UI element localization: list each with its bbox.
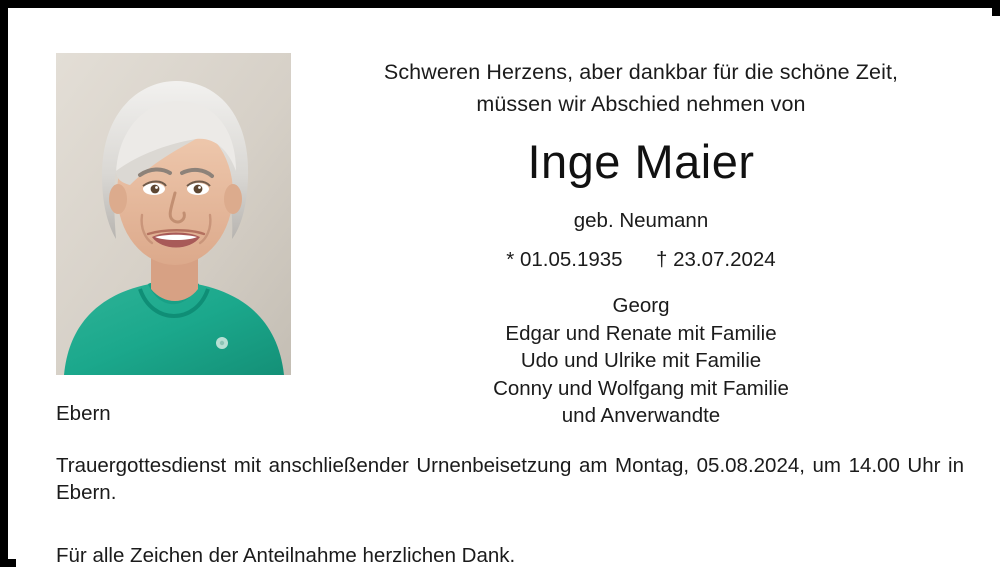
portrait-photo [56, 53, 291, 375]
family-member: Georg [612, 294, 670, 317]
place-name: Ebern [56, 402, 111, 425]
lead-line-1: Schweren Herzens, aber dankbar für die schöne Zeit, [383, 60, 899, 84]
footer-text [56, 452, 964, 569]
family-member: und Anverwandte [561, 404, 721, 427]
service-info: Trauergottesdienst mit anschließender Urnenbeisetzung am Montag, 05.08.2024, um 14.00 Uhr in Ebern. [56, 454, 964, 504]
life-dates [316, 247, 966, 273]
notice-inner [16, 16, 1000, 567]
lead-line-2: müssen wir Abschied nehmen von [476, 92, 806, 116]
birth-date: * 01.05.1935 [506, 248, 623, 271]
maiden-name: geb. Neumann [573, 209, 709, 232]
family-member: Edgar und Renate mit Familie [505, 321, 777, 345]
deceased-name: Inge Maier [527, 135, 755, 188]
family-list [316, 292, 966, 430]
lead-text [316, 56, 966, 120]
death-date: † 23.07.2024 [655, 248, 776, 271]
portrait-photo-image [56, 53, 291, 375]
thanks-note: Für alle Zeichen der Anteilnahme herzlichen Dank. [56, 544, 516, 567]
family-member: Udo und Ulrike mit Familie [520, 349, 762, 372]
family-member: Conny und Wolfgang mit Familie [493, 376, 789, 400]
